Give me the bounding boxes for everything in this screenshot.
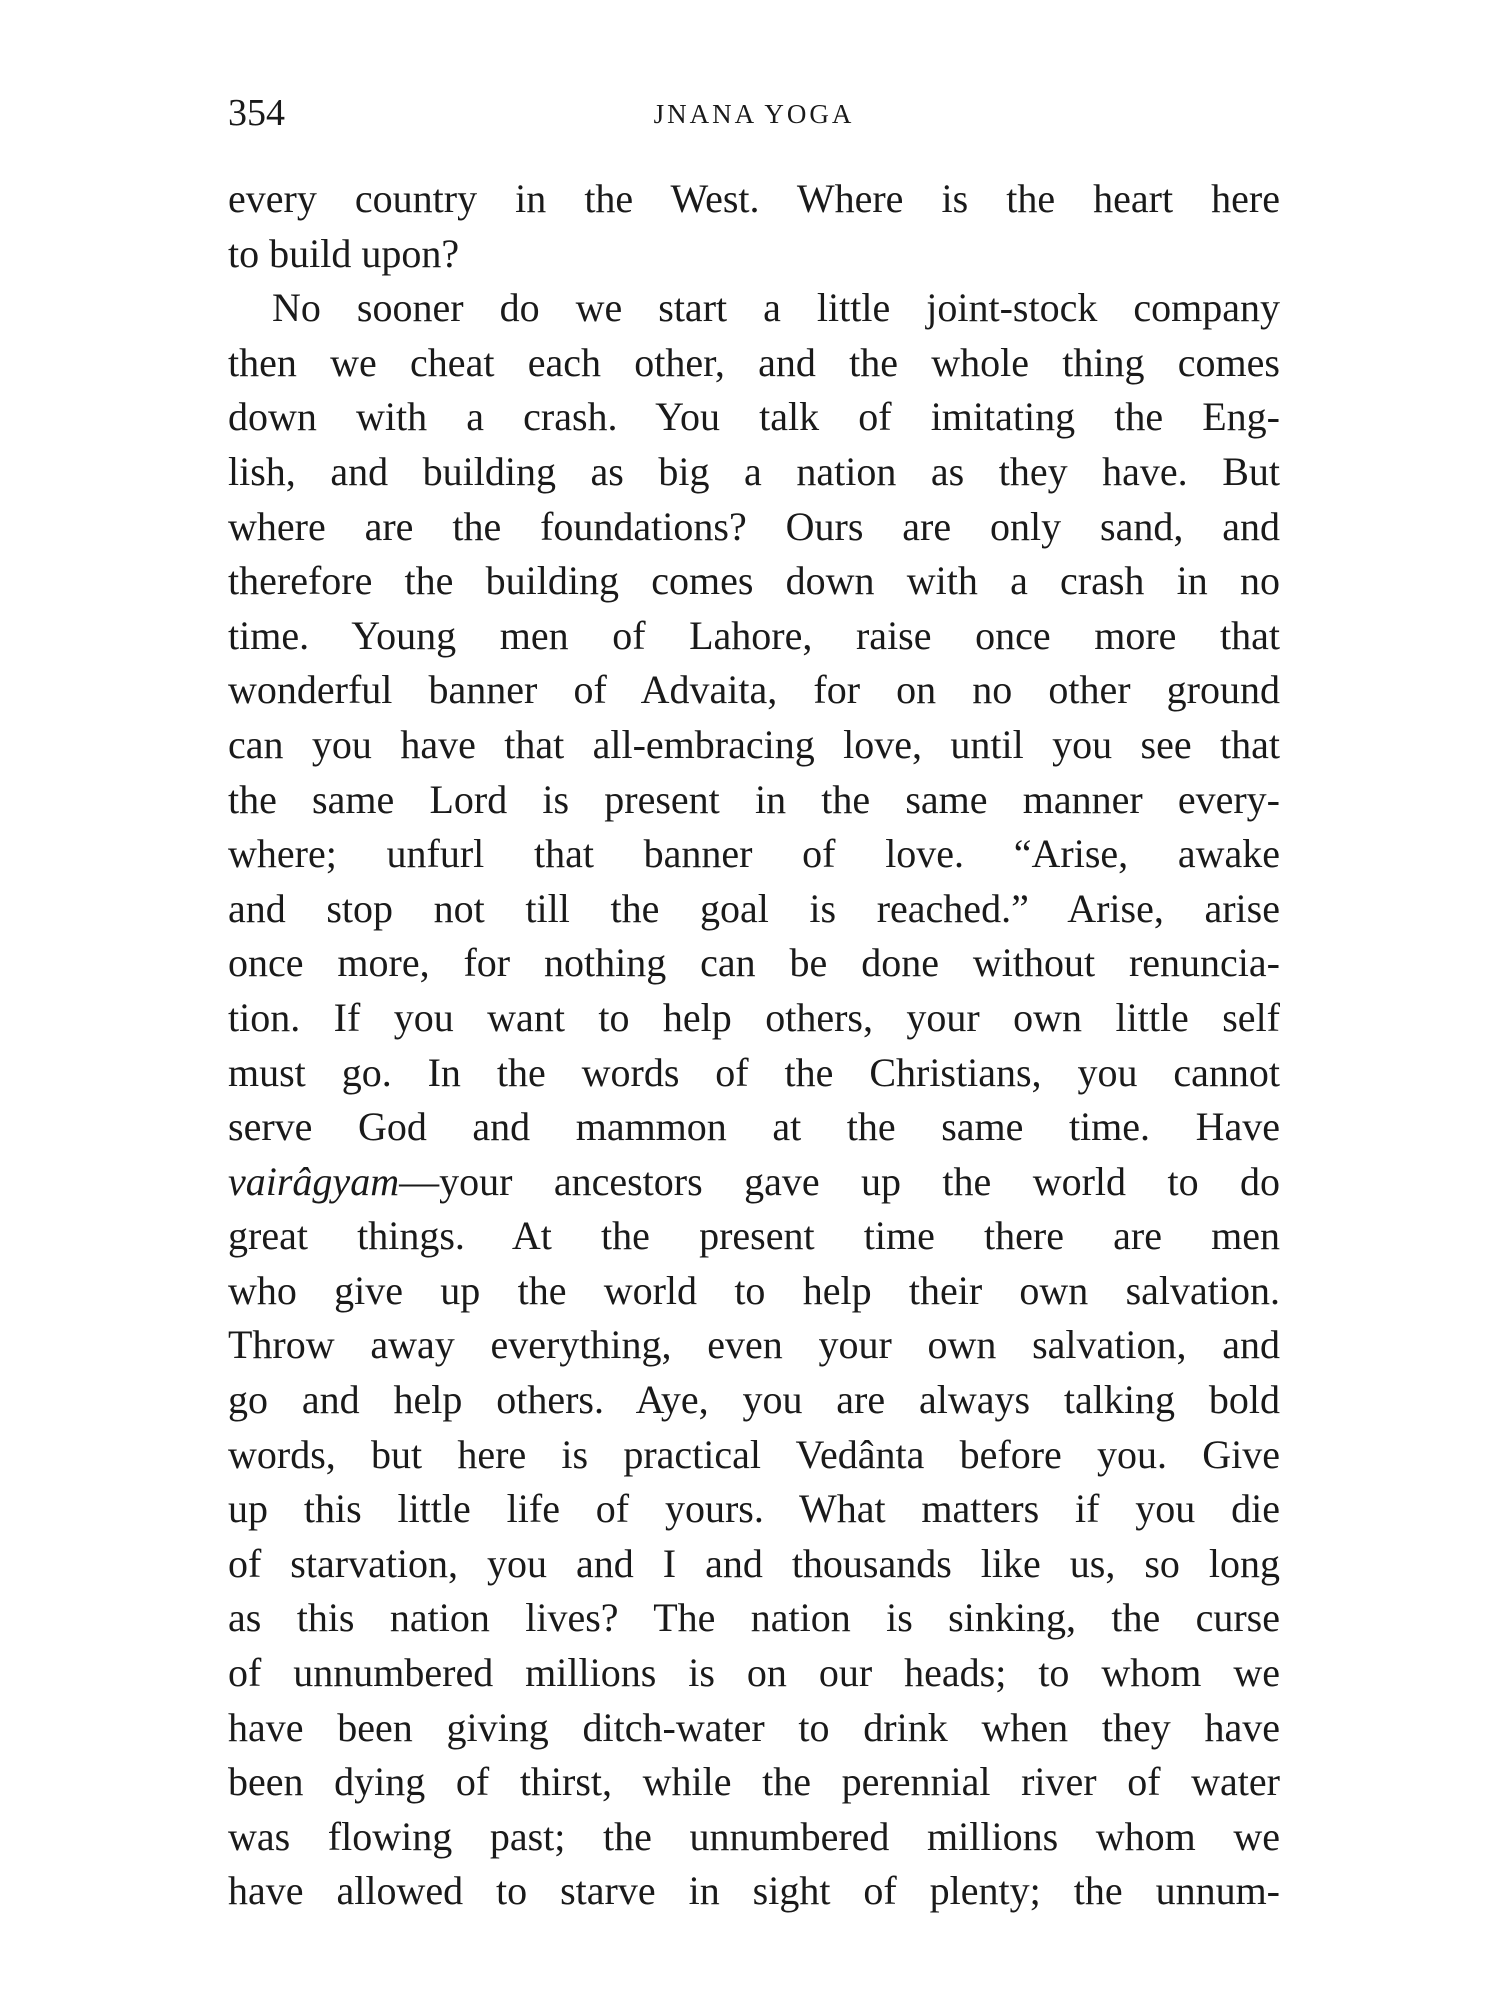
text-line: wonderful banner of Advaita, for on no other ground xyxy=(228,667,1280,713)
text-line: then we cheat each other, and the whole thing comes xyxy=(228,339,1280,385)
text-line: must go. In the words of the Christians, you cannot xyxy=(228,1049,1280,1095)
text-line: serve God and mammon at the same time. Have xyxy=(228,1104,1280,1150)
text-line: Throw away everything, even your own salvation, and xyxy=(228,1322,1280,1368)
text-line: down with a crash. You talk of imitating the Eng- xyxy=(228,394,1280,440)
body-text xyxy=(228,172,1280,1919)
running-head xyxy=(228,88,1280,138)
text-line: words, but here is practical Vedânta before you. Give xyxy=(228,1431,1280,1477)
text-line: great things. At the present time there are men xyxy=(228,1213,1280,1259)
text-line-with-italic xyxy=(228,1155,1280,1210)
text-line: can you have that all-embracing love, until you see that xyxy=(228,721,1280,767)
book-title: JNANA YOGA xyxy=(653,99,855,129)
italic-term: vairâgyam xyxy=(228,1158,400,1204)
text-line: where are the foundations? Ours are only sand, and xyxy=(228,503,1280,549)
text-line: every country in the West. Where is the heart here xyxy=(228,176,1280,221)
text-line: to build upon? xyxy=(228,230,460,276)
text-line: the same Lord is present in the same manner every- xyxy=(228,776,1280,822)
text-line: lish, and building as big a nation as they have. But xyxy=(228,448,1280,494)
text-line: time. Young men of Lahore, raise once more that xyxy=(228,612,1280,658)
text-line: was flowing past; the unnumbered millions whom we xyxy=(228,1813,1280,1859)
text-line: as this nation lives? The nation is sinking, the curse xyxy=(228,1595,1280,1641)
text-line: of starvation, you and I and thousands like us, so long xyxy=(228,1540,1280,1586)
paragraph-start-line: No sooner do we start a little joint-stock company xyxy=(272,285,1280,331)
text-line: who give up the world to help their own salvation. xyxy=(228,1267,1280,1313)
text-line-remainder: —your ancestors gave up the world to do xyxy=(399,1158,1280,1204)
text-line: go and help others. Aye, you are always talking bold xyxy=(228,1377,1280,1423)
text-line: tion. If you want to help others, your own little self xyxy=(228,994,1280,1040)
text-line: of unnumbered millions is on our heads; to whom we xyxy=(228,1650,1280,1696)
page-number: 354 xyxy=(228,92,285,134)
text-line: where; unfurl that banner of love. “Arise, awake xyxy=(228,831,1280,877)
text-line: up this little life of yours. What matters if you die xyxy=(228,1486,1280,1532)
text-line: once more, for nothing can be done without renuncia- xyxy=(228,940,1280,986)
text-line: have allowed to starve in sight of plenty; the unnum- xyxy=(228,1868,1280,1914)
text-line: therefore the building comes down with a crash in no xyxy=(228,558,1280,604)
text-line: been dying of thirst, while the perennial river of water xyxy=(228,1759,1280,1805)
text-line: have been giving ditch-water to drink when they have xyxy=(228,1704,1280,1750)
text-line: and stop not till the goal is reached.” Arise, arise xyxy=(228,885,1280,931)
